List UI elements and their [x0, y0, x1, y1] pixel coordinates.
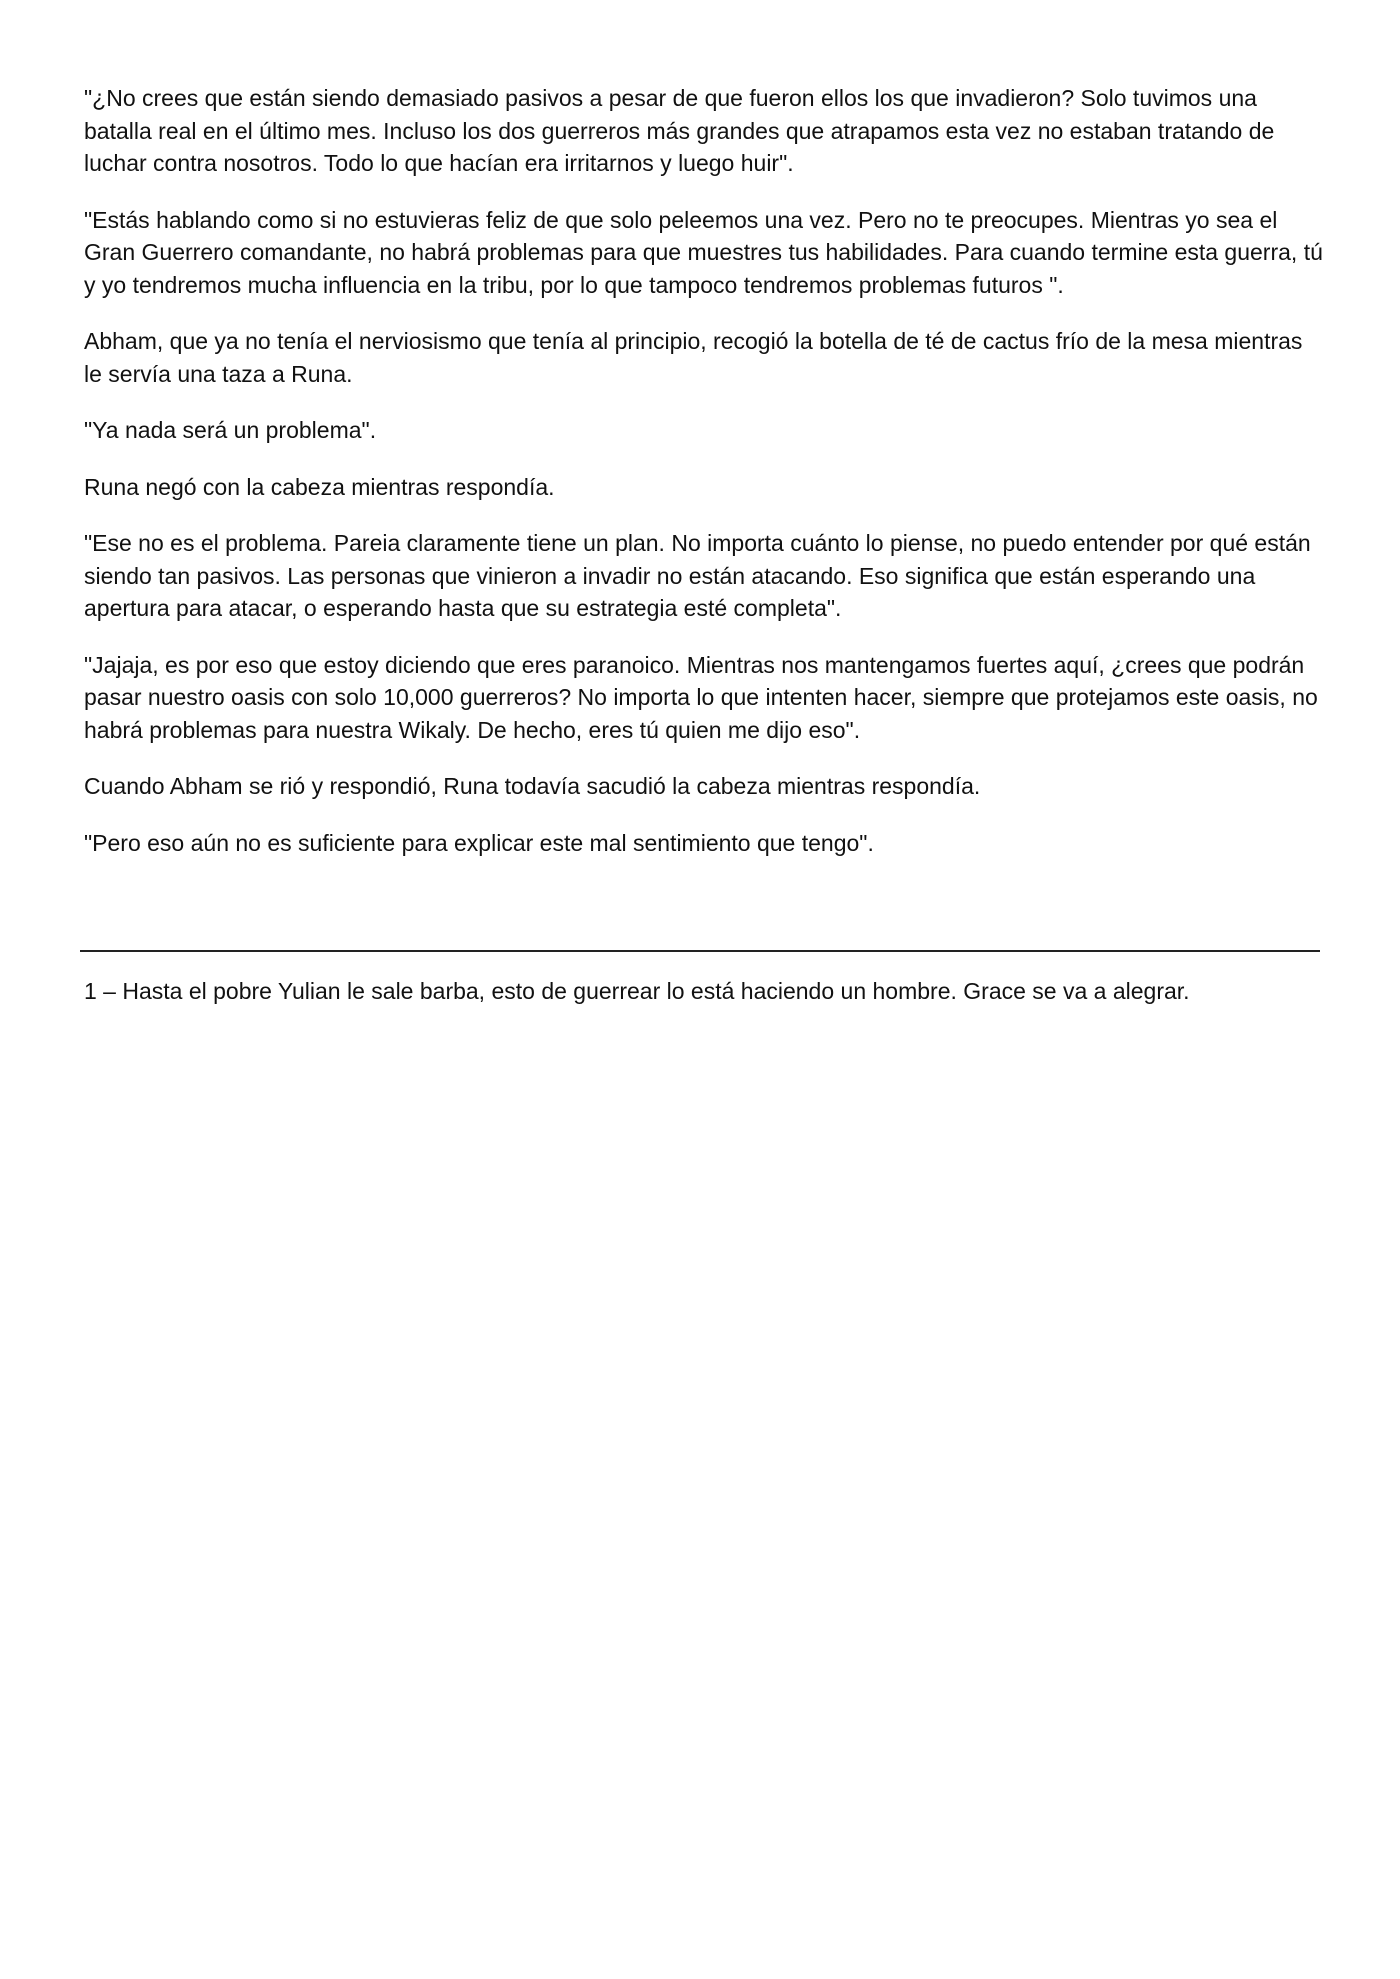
paragraph: Runa negó con la cabeza mientras respondía. [84, 473, 555, 500]
paragraph: "Pero eso aún no es suficiente para explicar este mal sentimiento que tengo". [84, 829, 874, 856]
paragraph: "Ya nada será un problema". [84, 417, 377, 443]
body-text [84, 82, 1324, 883]
footnote-divider [80, 950, 1320, 952]
paragraph: "Ese no es el problema. Pareia claramente tiene un plan. No importa cuánto lo piense, no puedo entender por qué están siendo tan pasivos. Las personas que vinieron a invadir no están atacando. Eso significa que están esperando una apertura para atacar, o esperando hasta que su estrategia esté completa". [84, 530, 1311, 621]
paragraph: Cuando Abham se rió y respondió, Runa todavía sacudió la cabeza mientras respondía. [84, 773, 981, 799]
footnote: 1 – Hasta el pobre Yulian le sale barba, esto de guerrear lo está haciendo un hombre. Grace se va a alegrar. [84, 978, 1190, 1004]
paragraph: "Estás hablando como si no estuvieras feliz de que solo peleemos una vez. Pero no te preocupes. Mientras yo sea el Gran Guerrero comandante, no habrá problemas para que muestres tus habilidades. Para cuando termine esta guerra, tú y yo tendremos mucha influencia en la tribu, por lo que tampoco tendremos problemas futuros ". [84, 206, 1323, 298]
paragraph: "Jajaja, es por eso que estoy diciendo que eres paranoico. Mientras nos mantengamos fuertes aquí, ¿crees que podrán pasar nuestro oasis con solo 10,000 guerreros? No importa lo que intenten hacer, siempre que protejamos este oasis, no habrá problemas para nuestra Wikaly. De hecho, eres tú quien me dijo eso". [84, 651, 1318, 743]
paragraph: Abham, que ya no tenía el nerviosismo que tenía al principio, recogió la botella de té de cactus frío de la mesa mientras le servía una taza a Runa. [84, 328, 1303, 387]
paragraph: "¿No crees que están siendo demasiado pasivos a pesar de que fueron ellos los que invadieron? Solo tuvimos una batalla real en el último mes. Incluso los dos guerreros más grandes que atrapamos esta vez no estaban tratando de luchar contra nosotros. Todo lo que hacían era irritarnos y luego huir". [84, 85, 1275, 176]
